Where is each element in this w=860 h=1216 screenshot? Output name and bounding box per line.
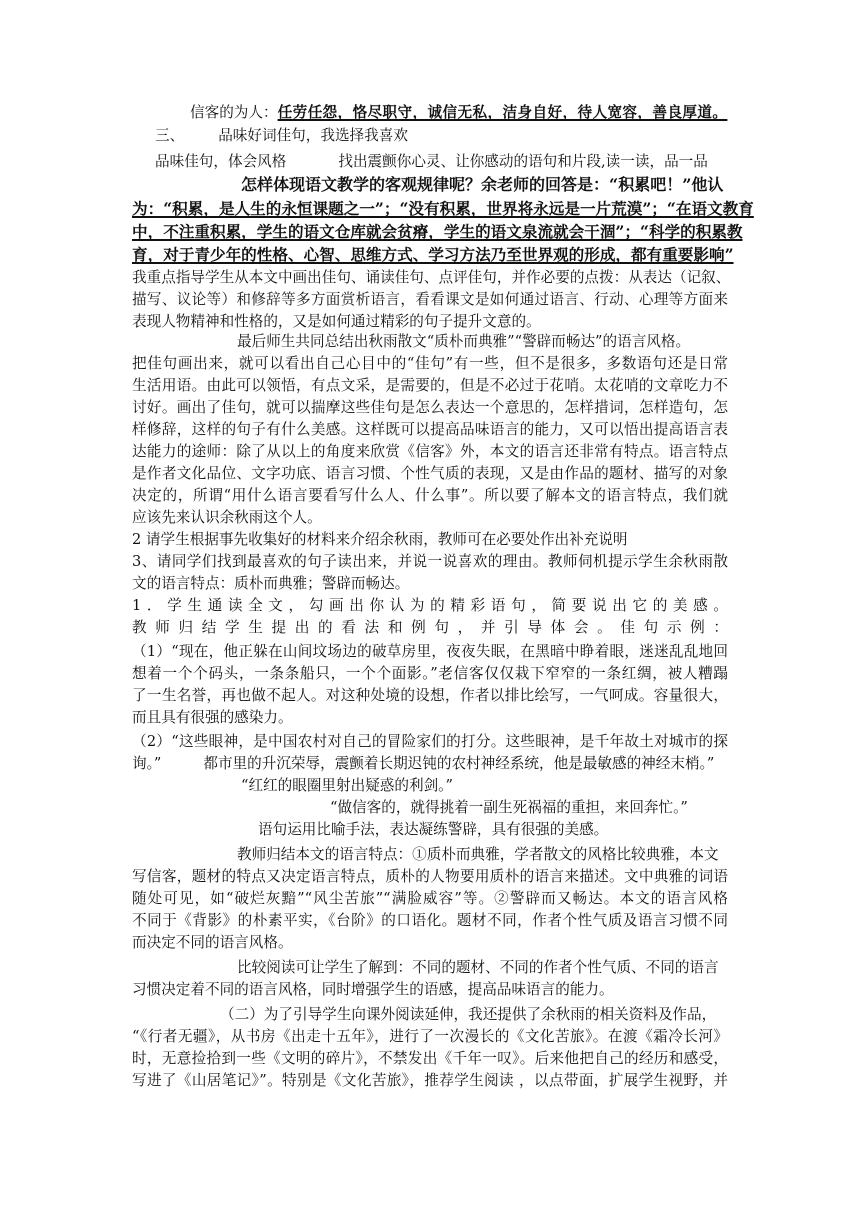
- text-line: 写信客，题材的特点又决定语言特点，质朴的人物要用质朴的语言来描述。文中典雅的词语: [132, 868, 728, 885]
- text-line: 我重点指导学生从本文中画出佳句、诵读佳句、点评佳句，并作必要的点拨：从表达（记叙、: [132, 269, 731, 286]
- text-line: 把佳句画出来，就可以看出自己心目中的“佳句”有一些，但不是很多，多数语句还是日常: [132, 355, 728, 372]
- example-line-rest: 都市里的升沉荣辱，震颤着长期迟钝的农村神经系统，他是最敏感的神经末梢。”: [203, 755, 715, 772]
- text-line: [155, 151, 708, 173]
- example-line: 了一生名誉，再也做不起人。对这种处境的设想，作者以排比绘写，一气呵成。容量很大，: [132, 687, 728, 704]
- bold-quote-line: 中，不注重积累，学生的语文仓库就会贫瘠，学生的语文泉流就会干涸”；“科学的积累教: [132, 222, 743, 241]
- example-line: [132, 753, 714, 775]
- section-heading: [155, 125, 408, 147]
- text-line: 2 请学生根据事先收集好的材料来介绍余秋雨，教师可在必要处作出补充说明: [132, 531, 628, 548]
- example-line-start: 询。”: [132, 755, 162, 772]
- text-line: 文的语言特点：质朴而典雅；警辟而畅达。: [132, 575, 410, 592]
- example-line: 想着一个个码头，一条条船只，一个个面影。”老信客仅仅栽下窄窄的一条红绸，被人糟蹋: [132, 665, 728, 682]
- example-quote: “做信客的，就得挑着一副生死祸福的重担，来回奔忙。”: [330, 799, 688, 816]
- text-line-label: 信客的为人：: [190, 104, 278, 121]
- example-quote: “红红的眼圈里射出疑惑的利剑。”: [241, 777, 453, 794]
- text-line: 表现人物精神和性格的，又是如何通过精彩的句子提升文意的。: [132, 313, 541, 330]
- example-comment: 语句运用比喻手法，表达凝练警辟，具有很强的美感。: [258, 821, 609, 838]
- text-line: 时，无意捡拾到一些《文明的碎片》，不禁发出《千年一叹》。后来他把自己的经历和感受，: [132, 1050, 728, 1067]
- text-line: 最后师生共同总结出秋雨散文“质朴而典雅”“警辟而畅达”的语言风格。: [237, 333, 691, 350]
- text-line: 样修辞，这样的句子有什么美感。这样既可以提高品味语言的能力，又可以悟出提高语言表: [132, 421, 728, 438]
- text-line: 讨好。画出了佳句，就可以揣摩这些佳句是怎么表达一个意思的，怎样措词，怎样造句，怎: [132, 399, 728, 416]
- example-line: （2）“这些眼神，是中国农村对自己的冒险家们的打分。这些眼神，是千年故土对城市的探: [132, 733, 728, 750]
- text-line: 是作者文化品位、文字功底、语言习惯、个性气质的表现，又是由作品的题材、描写的对象: [132, 465, 728, 482]
- text-line: 不同于《背影》的朴素平实，《台阶》的口语化。题材不同，作者个性气质及语言习惯不同: [132, 912, 728, 929]
- text-line: 习惯决定着不同的语言风格，同时增强学生的语感，提高品味语言的能力。: [132, 981, 614, 998]
- bold-quote-line: 育，对于青少年的性格、心智、思维方式、学习方法乃至世界观的形成，都有重要影响”: [132, 245, 734, 264]
- text-line: 生活用语。由此可以领悟，有点文采，是需要的，但是不必过于花哨。太花哨的文章吃力不: [132, 377, 728, 394]
- text-line: 教师归结本文的语言特点：①质朴而典雅，学者散文的风格比较典雅，本文: [237, 846, 719, 863]
- text-line: 达能力的途师：除了从以上的角度来欣赏《信客》外，本文的语言还非常有特点。语言特点: [132, 443, 728, 460]
- text-line: [190, 102, 727, 124]
- text-line: 比较阅读可让学生了解到：不同的题材、不同的作者个性气质、不同的语言: [237, 959, 719, 976]
- text-line-content: 找出震颤你心灵、让你感动的语句和片段,读一读，品一品: [338, 153, 708, 170]
- text-line: 随处可见，如“破烂灰黯”“风尘苦旅”“满脸威容”等。②警辟而又畅达。本文的语言风格: [132, 890, 728, 907]
- text-line: 应该先来认识余秋雨这个人。: [132, 509, 322, 526]
- text-line: 教师归结学生提出的看法和例句，并引导体会。佳句示例：: [132, 619, 728, 636]
- section-number: 三、: [155, 127, 185, 144]
- bold-quote-line: 为：“积累，是人生的永恒课题之一”；“没有积累，世界将永远是一片荒漠”；“在语文教育: [132, 199, 754, 218]
- section-title: 品味好词佳句，我选择我喜欢: [218, 127, 408, 144]
- bold-heading-line: 怎样体现语文教学的客观规律呢？余老师的回答是：“积累吧！”他认: [241, 175, 724, 194]
- text-line: 决定的，所谓“用什么语言要看写什么人、什么事”。所以要了解本文的语言特点，我们就: [132, 487, 728, 504]
- text-line: 而决定不同的语言风格。: [132, 934, 293, 951]
- text-line: 写进了《山居笔记》”。特别是《文化苦旅》，推荐学生阅读 ，以点带面，扩展学生视野，并: [132, 1072, 728, 1089]
- text-line: 1．学生通读全文，勾画出你认为的精彩语句，简要说出它的美感。: [132, 597, 728, 614]
- example-line: （1）“现在，他正躲在山间坟场边的破草房里，夜夜失眠，在黑暗中睁着眼，迷迷乱乱地回: [132, 643, 728, 660]
- text-line: 3、请同学们找到最喜欢的句子读出来，并说一说喜欢的理由。教师伺机提示学生余秋雨散: [132, 553, 728, 570]
- text-line: “《行者无疆》，从书房《出走十五年》，进行了一次漫长的《文化苦旅》。在渡《霜冷长河》: [132, 1028, 728, 1045]
- text-line-emphasis: 任劳任怨，恪尽职守，诚信无私，洁身自好，待人宽容，善良厚道。: [277, 104, 728, 121]
- text-line: 描写、议论等）和修辞等多方面赏析语言，看看课文是如何通过语言、行动、心理等方面来: [132, 291, 728, 308]
- text-line-label: 品味佳句，体会风格: [155, 153, 287, 170]
- example-line: 而且具有很强的感染力。: [132, 709, 293, 726]
- text-line: （二）为了引导学生向课外阅读延伸，我还提供了余秋雨的相关资料及作品，: [220, 1006, 717, 1023]
